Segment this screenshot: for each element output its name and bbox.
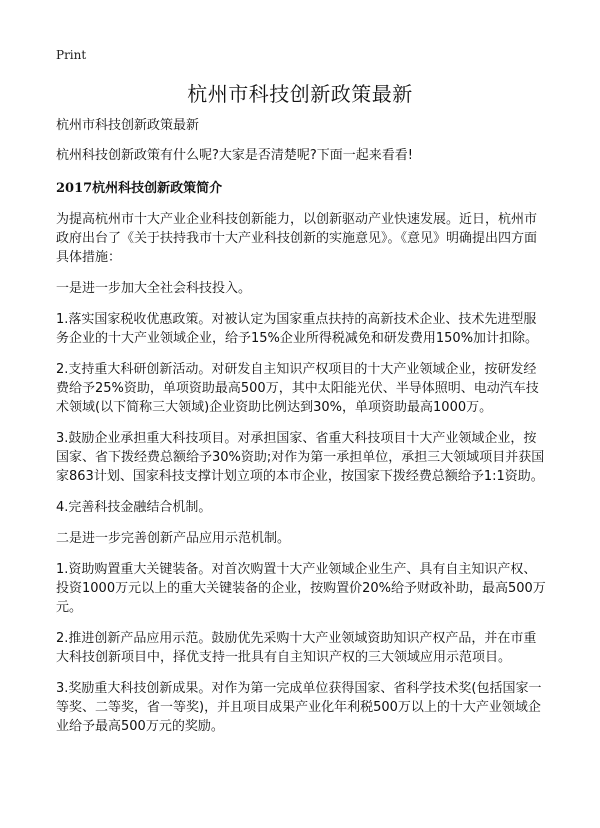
paragraph-item-1-1: 1.落实国家税收优惠政策。对被认定为国家重点扶持的高新技术企业、技术先进型服务企业的十大产业领域企业，给予15%企业所得税减免和研发费用150%加计扣除。 xyxy=(56,312,539,346)
article-subtitle: 杭州市科技创新政策最新 xyxy=(56,118,200,133)
paragraph-item-1-3: 3.鼓励企业承担重大科技项目。对承担国家、省重大科技项目十大产业领域企业，按国家、省下拨经费总额给予30%资助;对作为第一承担单位，承担三大领域项目并获国家863计划、国家科技支撑计划立项的本市企业，按国家下拨经费总额给予1:1资助。 xyxy=(56,431,545,484)
article-body xyxy=(56,116,548,748)
paragraph-item-1-2: 2.支持重大科研创新活动。对研发自主知识产权项目的十大产业领域企业，按研发经费给予25%资助，单项资助最高500万，其中太阳能光伏、半导体照明、电动汽车技术领域(以下简称三大领域)企业资助比例达到30%，单项资助最高1000万。 xyxy=(56,362,539,415)
paragraph-measure-2: 二是进一步完善创新产品应用示范机制。 xyxy=(56,531,291,546)
paragraph-item-2-1: 1.资助购置重大关键装备。对首次购置十大产业领域企业生产、具有自主知识产权、投资1000万元以上的重大关键装备的企业，按购置价20%给予财政补助，最高500万元。 xyxy=(56,562,546,615)
article-intro: 杭州科技创新政策有什么呢?大家是否清楚呢?下面一起来看看! xyxy=(56,148,414,163)
page-title: 杭州市科技创新政策最新 xyxy=(187,82,413,106)
print-label[interactable]: Print xyxy=(56,48,87,62)
paragraph-overview: 为提高杭州市十大产业企业科技创新能力，以创新驱动产业快速发展。近日，杭州市政府出台了《关于扶持我市十大产业科技创新的实施意见》。《意见》明确提出四方面具体措施： xyxy=(56,212,538,265)
section-heading: 2017杭州科技创新政策简介 xyxy=(56,181,223,196)
paragraph-item-2-2: 2.推进创新产品应用示范。鼓励优先采购十大产业领域资助知识产权产品，并在市重大科技创新项目中，择优支持一批具有自主知识产权的三大领域应用示范项目。 xyxy=(56,631,537,665)
paragraph-measure-1: 一是进一步加大全社会科技投入。 xyxy=(56,281,252,296)
paragraph-item-2-3: 3.奖励重大科技创新成果。对作为第一完成单位获得国家、省科学技术奖(包括国家一等奖、二等奖，省一等奖)，并且项目成果产业化年利税500万以上的十大产业领域企业给予最高500万元的奖励。 xyxy=(56,681,542,734)
paragraph-item-1-4: 4.完善科技金融结合机制。 xyxy=(56,500,212,515)
